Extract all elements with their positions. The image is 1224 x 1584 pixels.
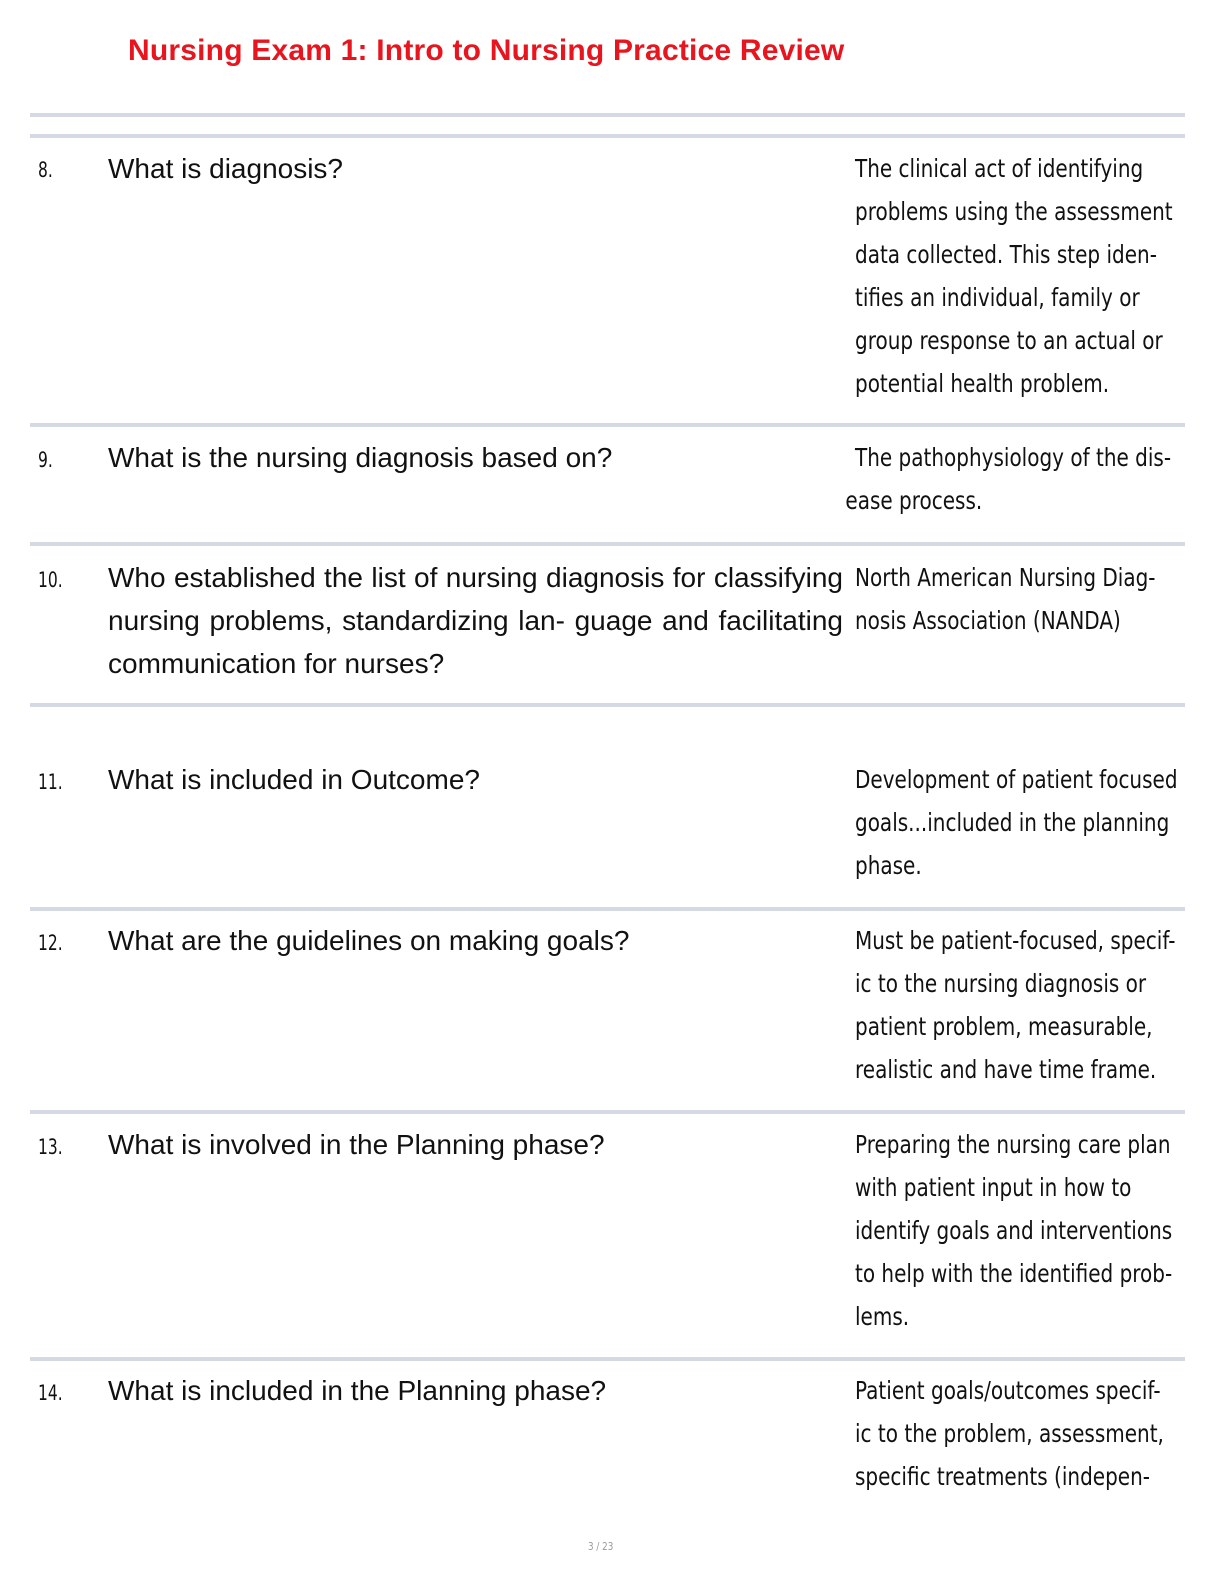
divider [30, 1357, 1185, 1361]
divider [30, 542, 1185, 546]
divider [30, 703, 1185, 707]
item-number: 13. [38, 1135, 63, 1159]
answer-line: Preparing the nursing care plan [855, 1130, 1171, 1159]
answer-line: problems using the assessment [855, 197, 1173, 226]
answer-text [855, 919, 1176, 1091]
question-text: What is the nursing diagnosis based on? [108, 442, 613, 473]
divider [30, 907, 1185, 911]
answer-text [845, 436, 1172, 522]
item-number: 10. [38, 568, 63, 592]
answer-line: data collected. This step iden- [855, 240, 1157, 269]
answer-line: North American Nursing Diag- [855, 563, 1156, 592]
item-number: 11. [38, 770, 63, 794]
divider [30, 113, 1185, 117]
answer-text [855, 1369, 1164, 1498]
question-text: What is diagnosis? [108, 153, 344, 184]
answer-line: patient problem, measurable, [855, 1012, 1153, 1041]
answer-line: to help with the identified prob- [855, 1259, 1173, 1288]
answer-line: ease process. [845, 486, 983, 515]
answer-line: identify goals and interventions [855, 1216, 1173, 1245]
answer-line: The pathophysiology of the dis- [855, 443, 1172, 472]
answer-line: potential health problem. [855, 369, 1110, 398]
answer-line: with patient input in how to [855, 1173, 1132, 1202]
answer-line: ic to the nursing diagnosis or [855, 969, 1147, 998]
item-number: 14. [38, 1381, 63, 1405]
answer-line: goals...included in the planning [855, 808, 1170, 837]
question-text: What is included in Outcome? [108, 764, 480, 795]
answer-line: tifies an individual, family or [855, 283, 1140, 312]
question-text: What is included in the Planning phase? [108, 1375, 607, 1406]
item-number: 9. [38, 448, 53, 472]
question-text: What are the guidelines on making goals? [108, 925, 630, 956]
answer-line: specific treatments (indepen- [855, 1462, 1150, 1491]
answer-line: Development of patient focused [855, 765, 1178, 794]
divider [30, 423, 1185, 427]
question-text: What is involved in the Planning phase? [108, 1129, 605, 1160]
answer-line: ic to the problem, assessment, [855, 1419, 1164, 1448]
question-text: Who established the list of nursing diagnosis for classifying nursing problems, standardizing lan- guage and facilitating communication for nurses? [108, 562, 843, 679]
answer-line: Must be patient-focused, specif- [855, 926, 1176, 955]
answer-line: group response to an actual or [855, 326, 1163, 355]
answer-line: nosis Association (NANDA) [855, 606, 1121, 635]
item-number: 8. [38, 158, 53, 182]
divider [30, 134, 1185, 138]
divider [30, 1110, 1185, 1114]
answer-line: realistic and have time frame. [855, 1055, 1157, 1084]
answer-text [855, 758, 1178, 887]
answer-line: The clinical act of identifying [855, 154, 1144, 183]
page-number: 3 / 23 [588, 1540, 614, 1553]
document-title: Nursing Exam 1: Intro to Nursing Practice Review [128, 34, 845, 67]
answer-line: phase. [855, 851, 922, 880]
answer-text [855, 556, 1159, 642]
answer-line: lems. [855, 1302, 910, 1331]
answer-text [855, 147, 1173, 405]
item-number: 12. [38, 931, 63, 955]
answer-text [855, 1123, 1173, 1338]
answer-line: Patient goals/outcomes specif- [855, 1376, 1161, 1405]
